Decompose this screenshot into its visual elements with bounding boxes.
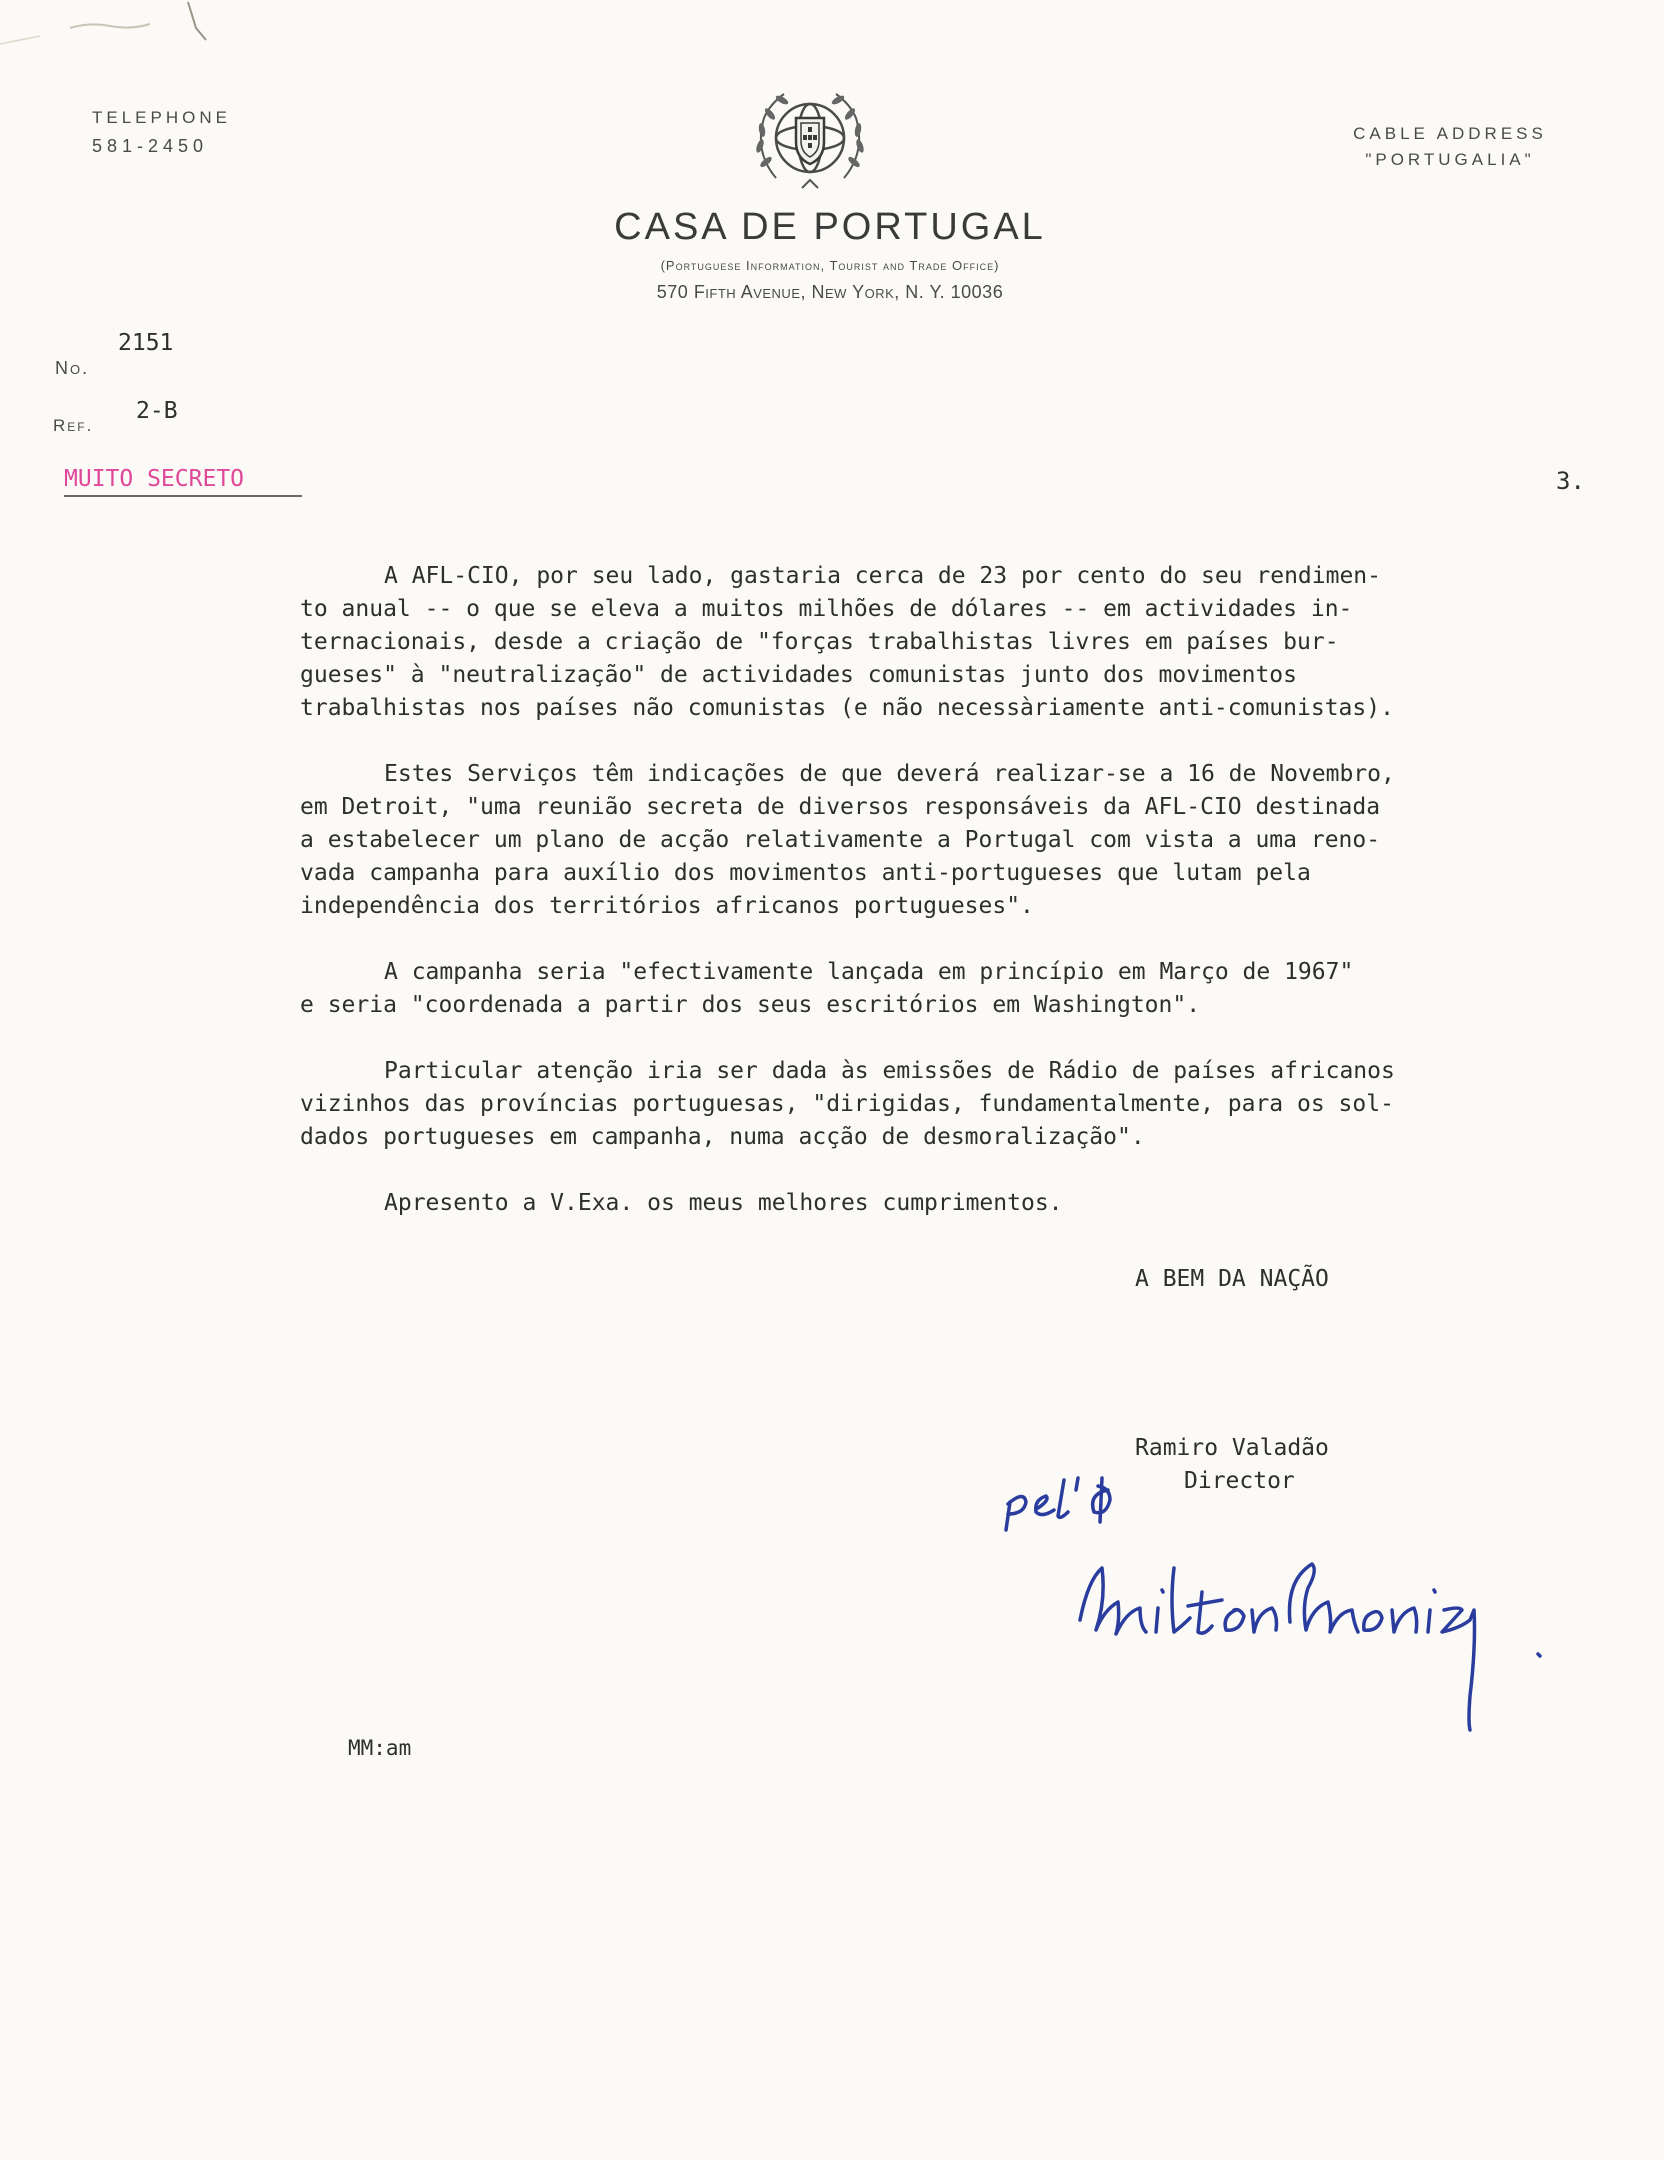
body-line: em Detroit, "uma reunião secreta de diversos responsáveis da AFL-CIO destinada (300, 794, 1381, 820)
telephone-number: 581-2450 (92, 136, 209, 156)
organization-subtitle: (Portuguese Information, Tourist and Trade Office) (660, 258, 1000, 273)
cable-address-value: "PORTUGALIA" (1365, 150, 1535, 169)
page-number: 3. (1556, 467, 1585, 495)
typist-initials: MM:am (348, 1736, 412, 1760)
body-line: vizinhos das províncias portuguesas, "dirigidas, fundamentalmente, para os sol- (300, 1091, 1394, 1117)
body-line: Estes Serviços têm indicações de que deverá realizar-se a 16 de Novembro, (384, 761, 1395, 787)
signatory-title: Director (1184, 1468, 1295, 1494)
body-line: dados portugueses em campanha, numa acção de desmoralização". (300, 1124, 1145, 1150)
body-line: trabalhistas nos países não comunistas (e não necessàriamente anti-comunistas). (300, 695, 1394, 721)
body-line: ternacionais, desde a criação de "forças trabalhistas livres em países bur- (300, 629, 1339, 655)
body-line: to anual -- o que se eleva a muitos milhões de dólares -- em actividades in- (300, 596, 1353, 622)
paragraph-2 (300, 758, 1630, 923)
body-line: a estabelecer um plano de acção relativamente a Portugal com vista a uma reno- (300, 827, 1381, 853)
body-line: A AFL-CIO, por seu lado, gastaria cerca de 23 por cento do seu rendimen- (384, 563, 1381, 589)
body-line: independência dos territórios africanos portugueses". (300, 893, 1034, 919)
body-line: gueses" à "neutralização" de actividades comunistas junto dos movimentos (300, 662, 1297, 688)
ref-label: Ref. (53, 416, 94, 435)
portugal-coat-of-arms-icon (740, 82, 880, 198)
body-line: vada campanha para auxílio dos movimentos anti-portugueses que lutam pela (300, 860, 1311, 886)
ref-value: 2-B (136, 398, 178, 424)
paragraph-5 (300, 1187, 1630, 1220)
telephone-label: TELEPHONE (92, 108, 231, 127)
closing-formula: A BEM DA NAÇÃO (1135, 1266, 1329, 1292)
letter-body (300, 560, 1630, 1253)
body-line: Particular atenção iria ser dada às emissões de Rádio de países africanos (384, 1058, 1395, 1084)
paper-fold-mark (0, 0, 260, 60)
paragraph-1 (300, 560, 1630, 725)
body-line: A campanha seria "efectivamente lançada em princípio em Março de 1967" (384, 959, 1354, 985)
organization-address: 570 Fifth Avenue, New York, N. Y. 10036 (656, 282, 1004, 302)
number-value: 2151 (118, 330, 174, 356)
body-line: Apresento a V.Exa. os meus melhores cumprimentos. (384, 1190, 1063, 1216)
cable-address-label: CABLE ADDRESS (1353, 124, 1547, 143)
organization-name: CASA DE PORTUGAL (614, 206, 1046, 248)
signatory-name: Ramiro Valadão (1135, 1435, 1329, 1461)
paragraph-3 (300, 956, 1630, 1022)
body-line: e seria "coordenada a partir dos seus escritórios em Washington". (300, 992, 1201, 1018)
paragraph-4 (300, 1055, 1630, 1154)
classification-stamp: MUITO SECRETO (64, 466, 302, 497)
number-label: No. (55, 358, 90, 378)
handwritten-signature (990, 1460, 1610, 1760)
